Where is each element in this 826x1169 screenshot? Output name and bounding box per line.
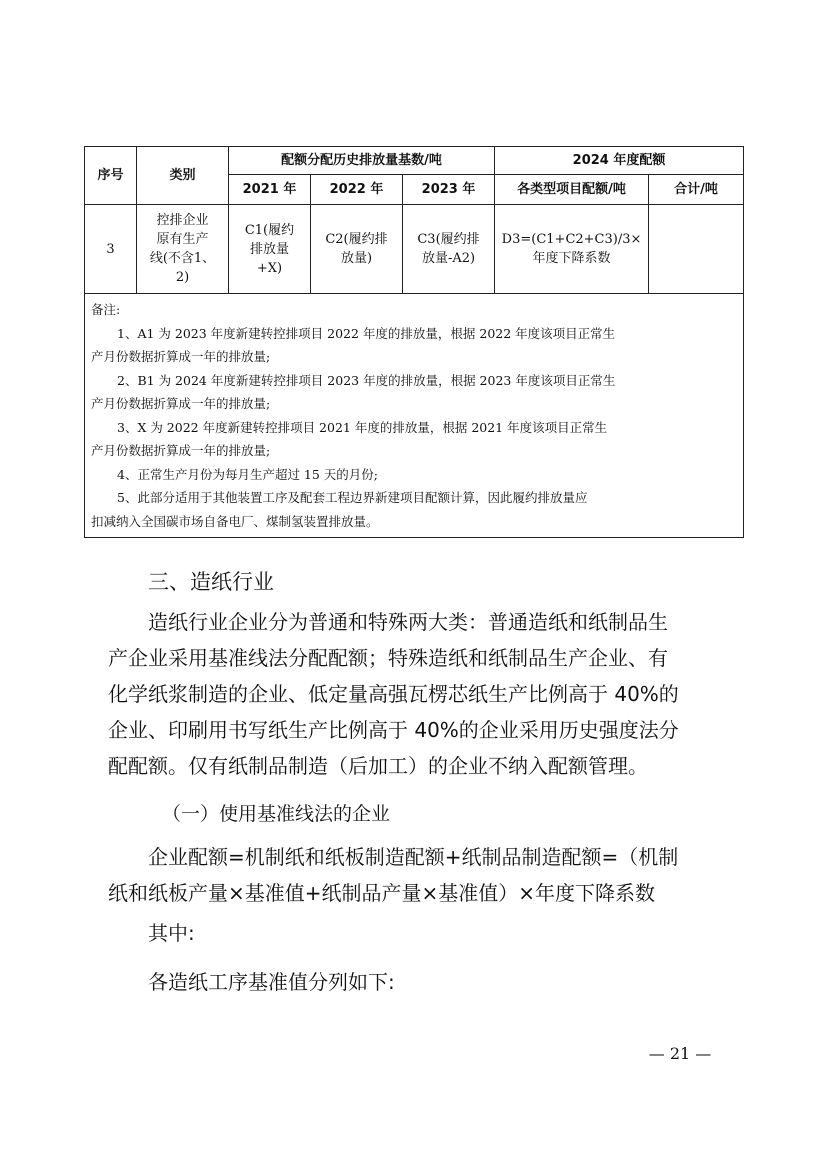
cell-line: 放量-A2) (421, 251, 476, 266)
page-number: — 21 — (648, 1044, 712, 1063)
cell-line: 年度下降系数 (532, 251, 611, 266)
header-total: 合计/吨 (649, 175, 744, 205)
note-line: 2、B1 为 2024 年度新建转控排项目 2023 年度的排放量，根据 2023 年度该项目正常生 (117, 372, 616, 388)
note-line: 产月份数据折算成一年的排放量; (91, 396, 271, 411)
cell-line: 2) (175, 270, 190, 285)
cell-category (137, 205, 229, 294)
table-notes (85, 294, 744, 538)
formula-line: 纸和纸板产量×基准值+纸制品产量×基准值）×年度下降系数 (108, 881, 656, 905)
table-header-row (85, 147, 744, 175)
cell-line: C3(履约排 (417, 232, 480, 247)
paragraph-line: 化学纸浆制造的企业、低定量高强瓦楞芯纸生产比例高于 40%的 (108, 682, 679, 706)
cell-c2 (311, 205, 403, 294)
formula-line: 企业配额=机制纸和纸板制造配额+纸制品制造配额=（机制 (148, 845, 679, 869)
header-history-group: 配额分配历史排放量基数/吨 (229, 147, 495, 175)
paragraph-line: 产企业采用基准线法分配配额；特殊造纸和纸制品生产企业、有 (108, 646, 668, 670)
section-title: 三、造纸行业 (148, 570, 274, 594)
note-line: 扣减纳入全国碳市场自备电厂、煤制氢装置排放量。 (91, 513, 379, 529)
paragraph-line: 企业、印刷用书写纸生产比例高于 40%的企业采用历史强度法分 (108, 718, 679, 742)
cell-line: 线(不含1、 (149, 251, 216, 266)
cell-line: +X) (256, 260, 283, 276)
table-row (85, 205, 744, 294)
header-category: 类别 (137, 147, 229, 205)
quota-allocation-table (84, 146, 744, 538)
among-label: 其中: (148, 921, 195, 945)
note-line: 5、此部分适用于其他装置工序及配套工程边界新建项目配额计算，因此履约排放量应 (117, 490, 588, 505)
note-line: 1、A1 为 2023 年度新建转控排项目 2022 年度的排放量，根据 2022 年度该项目正常生 (117, 325, 616, 341)
cell-line: 排放量 (249, 241, 289, 257)
cell-c1 (229, 205, 311, 294)
cell-line: C2(履约排 (325, 232, 388, 247)
paragraph-line: 造纸行业企业分为普通和特殊两大类：普通造纸和纸制品生 (148, 610, 668, 634)
cell-line: 放量) (340, 251, 373, 266)
header-year-2021: 2021 年 (229, 175, 311, 205)
cell-c3 (403, 205, 495, 294)
note-line: 3、X 为 2022 年度新建转控排项目 2021 年度的排放量，根据 2021 年度该项目正常生 (117, 419, 608, 435)
paragraph-line: 配配额。仅有纸制品制造（后加工）的企业不纳入配额管理。 (108, 754, 648, 778)
cell-line: C1(履约 (244, 222, 295, 238)
cell-d3 (495, 205, 649, 294)
cell-line: 控排企业 (156, 213, 209, 228)
note-line: 产月份数据折算成一年的排放量; (91, 349, 271, 364)
cell-line: D3=(C1+C2+C3)/3× (501, 232, 642, 247)
note-line: 4、正常生产月份为每月生产超过 15 天的月份; (117, 466, 379, 482)
cell-total (649, 205, 744, 294)
benchmark-intro: 各造纸工序基准值分列如下: (148, 970, 395, 994)
note-line: 产月份数据折算成一年的排放量; (91, 443, 271, 458)
cell-line: 原有生产 (156, 232, 209, 247)
table-notes-row (85, 294, 744, 538)
formula-paragraph (108, 839, 748, 911)
header-year-2023: 2023 年 (403, 175, 495, 205)
section-paragraph (108, 604, 748, 784)
subsection-title: （一）使用基准线法的企业 (162, 803, 391, 825)
cell-seq: 3 (85, 205, 137, 294)
header-year-2022: 2022 年 (311, 175, 403, 205)
header-seq: 序号 (85, 147, 137, 205)
header-quota-group: 2024 年度配额 (495, 147, 744, 175)
header-type-quota: 各类型项目配额/吨 (495, 175, 649, 205)
note-heading: 备注: (91, 302, 121, 317)
